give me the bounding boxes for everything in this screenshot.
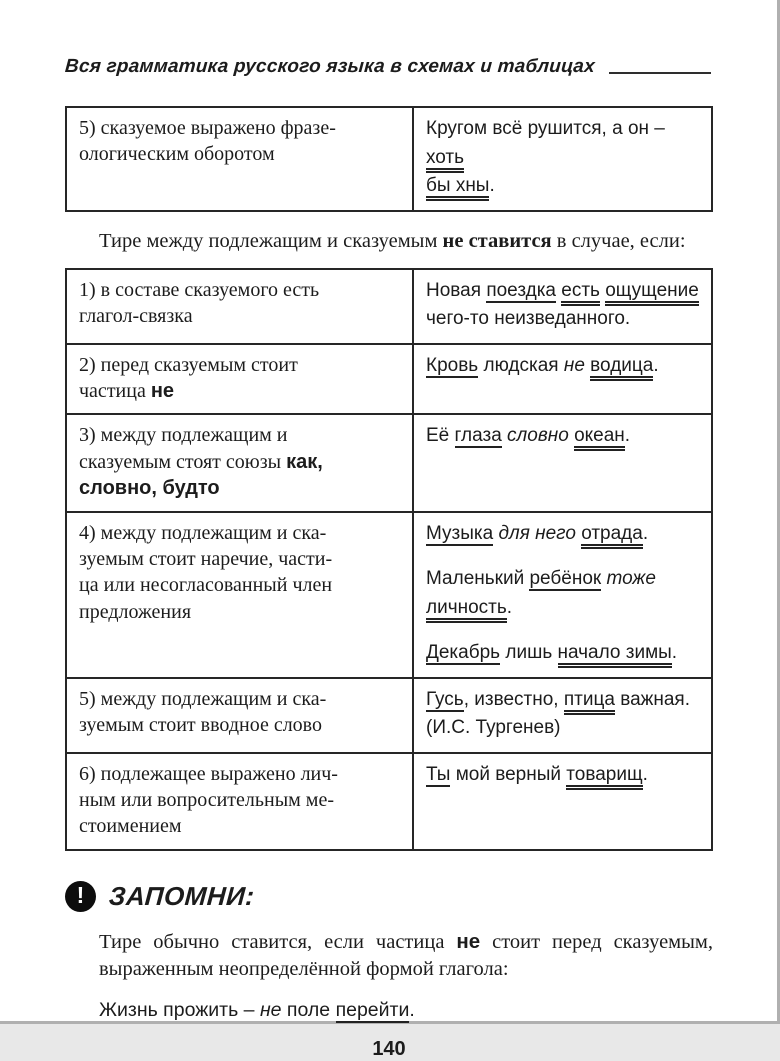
text-run: . [506, 596, 513, 618]
rule-cell [66, 753, 413, 850]
example-sentence [426, 761, 703, 790]
text-run: . [642, 522, 649, 544]
text-run: Тире между подлежащим и сказуемым [99, 229, 443, 252]
text-run: Кругом всё рушится, а он – [426, 118, 665, 139]
text-run: 4) между подлежащим и ска- [79, 521, 327, 544]
text-run: , известно, [463, 688, 564, 710]
text-run: . [653, 354, 659, 376]
text-run: стоит перед сказуемым, выраженным неопределённой формой глагола: [99, 930, 714, 980]
text-run: лишь [500, 642, 558, 663]
remember-heading-label: ЗАПОМНИ: [107, 880, 256, 911]
text-run: 1) в составе сказуемого есть [79, 278, 320, 301]
rule-cell [66, 678, 413, 753]
text-run: ным или вопросительным ме- [79, 788, 334, 811]
text-run: не [259, 998, 282, 1021]
rule-cell [66, 512, 413, 678]
example-cell [413, 344, 712, 415]
rule-cell [66, 269, 413, 344]
rule-row [66, 269, 712, 344]
example-cell [413, 678, 712, 753]
text-run: зуемым стоит наречие, части- [79, 547, 333, 570]
predicate-underlined-text: бы хны [426, 175, 489, 201]
intro-paragraph [65, 228, 713, 255]
example-cell [413, 512, 712, 678]
text-run: ца или несогласованный член [79, 574, 333, 597]
text-run: 3) между подлежащим и [79, 424, 288, 447]
text-run: поле [281, 998, 336, 1021]
rule-row [66, 344, 712, 415]
rule-cell [66, 414, 413, 511]
rule-cell [66, 344, 413, 415]
text-run: Её [426, 425, 455, 447]
text-run: 6) подлежащее выражено лич- [79, 762, 338, 785]
text-run: . [642, 763, 648, 785]
subject-underlined-text: Музыка [426, 522, 494, 544]
remember-note-body [65, 928, 713, 1022]
predicate-underlined-text: хоть [426, 147, 464, 173]
text-run: словно, будто [79, 477, 220, 500]
example-cell [413, 269, 712, 344]
text-run: не ставится [442, 229, 552, 252]
example-sentence [426, 277, 703, 334]
remember-note-heading [65, 881, 713, 912]
text-run: словно [507, 425, 569, 447]
example-sentence [426, 520, 703, 549]
text-run: глагол-связка [79, 304, 193, 327]
page-number: 140 [372, 1037, 406, 1060]
text-run: Жизнь прожить – [99, 998, 260, 1021]
predicate-underlined-text: ощущение [605, 280, 699, 306]
text-run: тоже [606, 568, 656, 589]
predicate-underlined-text: начало зимы [558, 642, 672, 668]
example-sentence [426, 115, 703, 201]
predicate-underlined-text: птица [564, 689, 615, 715]
text-run: сказуемым стоят союзы [79, 450, 287, 473]
text-run: не [563, 354, 585, 376]
rule-row [66, 753, 712, 850]
text-run: . [671, 642, 678, 663]
text-run: частица [79, 379, 151, 402]
no-dash-rules-table [65, 268, 713, 851]
text-run: в случае, если: [551, 229, 686, 252]
text-run: 2) перед сказуемым стоит [79, 353, 298, 376]
subject-underlined-text: ребёнок [529, 568, 602, 589]
subject-underlined-text: глаза [454, 425, 502, 447]
predicate-underlined-text: товарищ [566, 764, 642, 790]
text-run: Новая [426, 279, 487, 301]
example-sentence [426, 565, 703, 622]
example-cell [413, 414, 712, 511]
text-run: ологическим оборотом [79, 143, 275, 166]
example-cell [413, 753, 712, 850]
subject-underlined-text: поездка [486, 279, 556, 301]
text-run: 5) сказуемое выражено фразе- [79, 117, 336, 139]
text-run: стоимением [79, 815, 182, 838]
text-run: . [489, 175, 495, 196]
text-run: для него [498, 522, 576, 544]
text-run: людская [478, 354, 564, 376]
text-run: не [150, 379, 175, 402]
text-run: . [409, 998, 415, 1021]
text-run: Тире обычно ставится, если частица [99, 930, 457, 953]
predicate-underlined-text: океан [574, 425, 625, 451]
example-sentence [426, 639, 703, 668]
subject-underlined-text: Декабрь [426, 642, 501, 663]
text-run: предложения [79, 600, 192, 623]
subject-underlined-text: перейти [335, 998, 410, 1021]
rule-row [66, 107, 712, 211]
subject-underlined-text: Ты [426, 763, 451, 785]
text-run: мой верный [450, 763, 567, 785]
text-run: важная. [614, 688, 690, 710]
text-run: 5) между подлежащим и ска- [79, 687, 327, 710]
example-sentence [426, 422, 703, 451]
predicate-underlined-text: отрада [581, 523, 643, 549]
subject-underlined-text: Кровь [426, 354, 479, 376]
rule-row [66, 678, 712, 753]
header-rule-line [609, 72, 711, 74]
predicate-underlined-text: личность [426, 597, 507, 623]
note-paragraph [99, 928, 713, 983]
phraseological-rule-table [65, 106, 713, 212]
predicate-underlined-text: есть [561, 280, 600, 306]
exclamation-icon: ! [65, 881, 96, 912]
example-sentence [426, 352, 703, 381]
text-run: чего-то неизведанного. [426, 308, 631, 330]
text-run: как, [286, 450, 323, 473]
subject-underlined-text: Гусь [426, 688, 464, 710]
text-run: (И.С. Тургенев) [426, 717, 561, 738]
text-run: . [624, 425, 631, 447]
rule-cell [66, 107, 413, 211]
example-sentence [426, 686, 703, 743]
text-run: зуемым стоит вводное слово [79, 713, 322, 736]
predicate-underlined-text: водица [590, 355, 653, 381]
text-run: Маленький [426, 568, 530, 589]
rule-row [66, 512, 712, 678]
note-example-sentence [99, 999, 713, 1022]
running-header-title: Вся грамматика русского языка в схемах и таблицах [64, 56, 596, 77]
text-run: не [456, 929, 481, 953]
running-header [65, 56, 713, 78]
example-cell [413, 107, 712, 211]
rule-row [66, 414, 712, 511]
